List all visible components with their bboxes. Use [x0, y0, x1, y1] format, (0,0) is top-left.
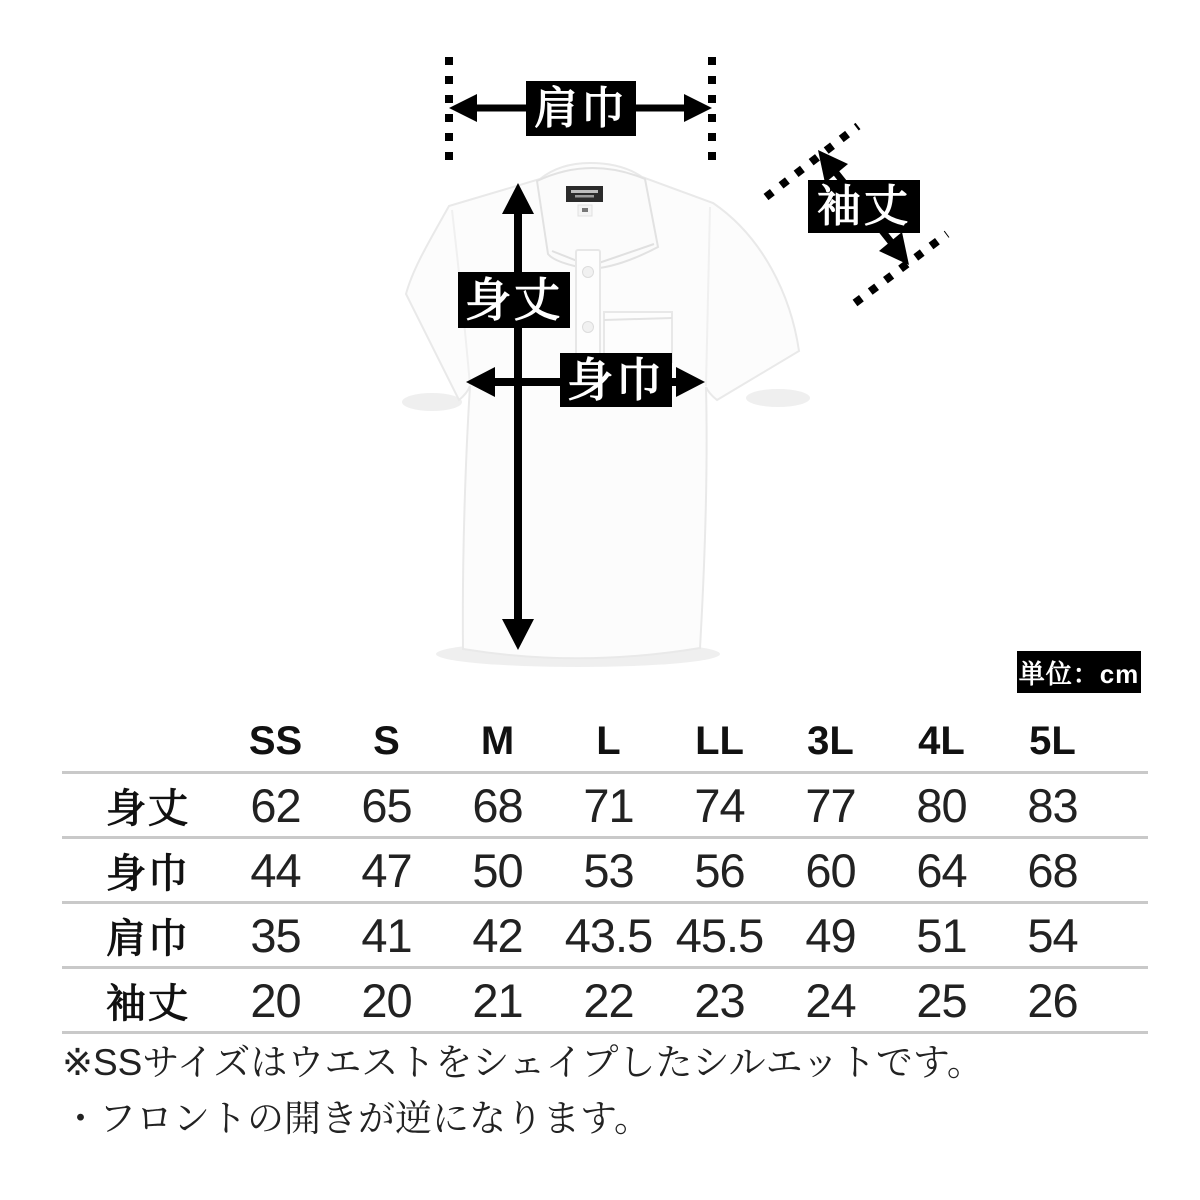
size-column-header-l: L	[596, 719, 621, 763]
table-cell: 80	[916, 778, 967, 832]
row-label: 袖丈	[106, 981, 190, 1026]
arrowhead-left	[449, 94, 477, 122]
table-cell: 22	[583, 973, 634, 1027]
table-cell: 49	[805, 908, 856, 962]
table-cell: 71	[583, 778, 634, 832]
table-cell: 62	[250, 778, 301, 832]
table-cell: 45.5	[675, 908, 764, 962]
body-width-label: 身巾	[560, 353, 672, 407]
size-column-header-3l: 3L	[807, 719, 854, 763]
table-cell: 26	[1027, 973, 1078, 1027]
arrowhead-right	[684, 94, 712, 122]
table-cell: 56	[694, 843, 745, 897]
size-table	[62, 712, 1148, 1034]
table-cell: 77	[805, 778, 856, 832]
row-label: 肩巾	[106, 916, 190, 961]
table-cell: 25	[916, 973, 967, 1027]
table-cell: 41	[361, 908, 412, 962]
unit-badge: 単位：cm	[1017, 651, 1141, 693]
size-column-header-m: M	[480, 719, 515, 763]
table-row-shoulder-width	[62, 901, 1148, 966]
table-cell: 44	[250, 843, 301, 897]
footnotes	[62, 1040, 1152, 1142]
table-cell: 20	[250, 973, 301, 1027]
table-cell: 21	[472, 973, 523, 1027]
table-row-sleeve-length	[62, 966, 1148, 1031]
table-cell: 60	[805, 843, 856, 897]
sleeve-length-label: 袖丈	[808, 180, 920, 233]
table-cell: 42	[472, 908, 523, 962]
table-cell: 23	[694, 973, 745, 1027]
table-cell: 65	[361, 778, 412, 832]
size-column-header-ll: LL	[695, 719, 744, 763]
table-cell: 68	[472, 778, 523, 832]
size-column-header-4l: 4L	[918, 719, 965, 763]
shoulder-width-label: 肩巾	[526, 81, 636, 136]
table-cell: 83	[1027, 778, 1078, 832]
table-cell: 43.5	[564, 908, 653, 962]
size-table-header-row	[62, 712, 1148, 771]
table-cell: 24	[805, 973, 856, 1027]
table-cell: 54	[1027, 908, 1078, 962]
note-front-opening: ・フロントの開きが逆になります。	[62, 1098, 652, 1139]
table-row-body-length	[62, 771, 1148, 836]
table-cell: 47	[361, 843, 412, 897]
table-cell: 64	[916, 843, 967, 897]
size-column-header-5l: 5L	[1029, 719, 1076, 763]
table-cell: 53	[583, 843, 634, 897]
table-cell: 50	[472, 843, 523, 897]
body-length-label: 身丈	[458, 272, 570, 328]
table-cell: 74	[694, 778, 745, 832]
row-label: 身巾	[106, 851, 190, 896]
table-row-body-width	[62, 836, 1148, 901]
size-column-header-s: S	[373, 719, 400, 763]
table-cell: 51	[916, 908, 967, 962]
size-column-header-ss: SS	[248, 719, 303, 763]
note-ss-size: ※SSサイズはウエストをシェイプしたシルエットです。	[62, 1042, 984, 1083]
table-cell: 20	[361, 973, 412, 1027]
placket-button	[583, 267, 594, 278]
placket-button	[583, 322, 594, 333]
row-label: 身丈	[106, 786, 190, 831]
table-cell: 68	[1027, 843, 1078, 897]
table-cell: 35	[250, 908, 301, 962]
polo-shirt-illustration	[406, 163, 799, 658]
